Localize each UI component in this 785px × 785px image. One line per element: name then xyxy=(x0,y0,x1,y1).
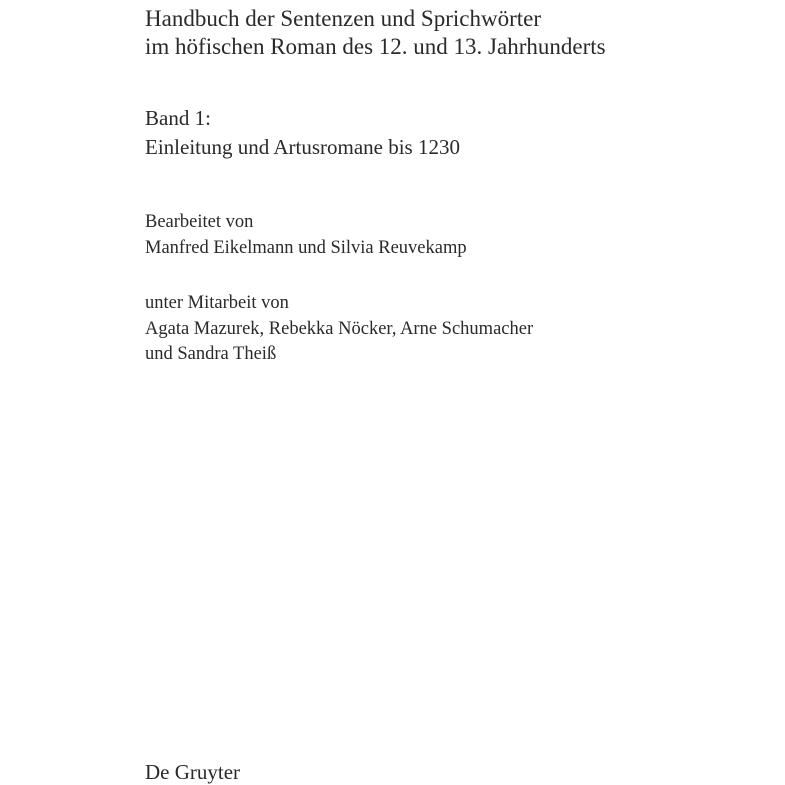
editors-names: Manfred Eikelmann und Silvia Reuvekamp xyxy=(145,238,467,258)
volume-label: Band 1: xyxy=(145,106,211,130)
collaborators-label: unter Mitarbeit von xyxy=(145,293,289,313)
volume-subtitle: Einleitung und Artusromane bis 1230 xyxy=(145,135,460,159)
title-line-1: Handbuch der Sentenzen und Sprichwörter xyxy=(145,6,541,31)
editors-label: Bearbeitet von xyxy=(145,212,254,232)
title-line-2: im höfischen Roman des 12. und 13. Jahrhunderts xyxy=(145,34,606,59)
collaborators-names-line-2: und Sandra Theiß xyxy=(145,344,277,364)
collaborators-names-line-1: Agata Mazurek, Rebekka Nöcker, Arne Schumacher xyxy=(145,319,534,339)
publisher-name: De Gruyter xyxy=(145,760,241,784)
